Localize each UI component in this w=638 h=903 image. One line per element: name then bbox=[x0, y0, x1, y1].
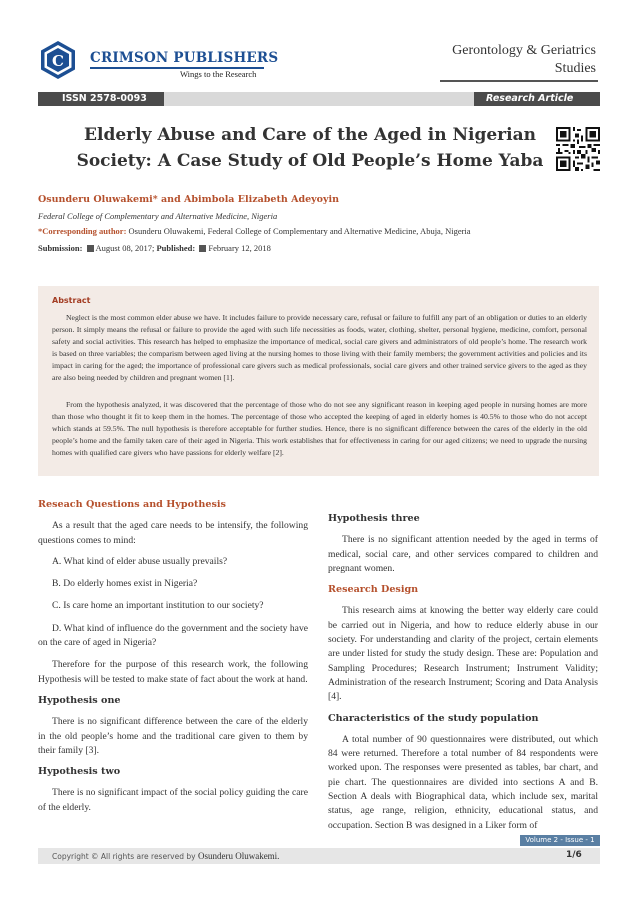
journal-name bbox=[452, 42, 596, 78]
corresponding-author-text: Osunderu Oluwakemi, Federal College of Complementary and Alternative Medicine, Abuja, Nigeria bbox=[126, 226, 471, 236]
heading-study-population: Characteristics of the study population bbox=[328, 712, 539, 724]
journal-name-line2: Studies bbox=[554, 61, 596, 76]
abstract-paragraph-2: From the hypothesis analyzed, it was discovered that the percentage of those who do not see any significant reason in keeping aged people in nursing homes are more than those who thought it fit to keep them in the homes. The percentage of those who accepted the keeping of aged in elderly homes is 40.5% to those who do not accept which stands at 59.5%. The null hypothesis is therefore acceptable for further studies. Hence, there is no significant difference between the cares of the elderly in the old people’s home and the family taken care of their aged in Nigeria. This work establishes that for effectiveness in caring for our aged citizens; we need to upgrade the nursing homes with qualified care givers who have passions for elderly welfare [2]. bbox=[52, 400, 587, 458]
author-list: Osunderu Oluwakemi* and Abimbola Elizabeth Adeyoyin bbox=[38, 194, 340, 205]
left-column bbox=[38, 498, 308, 822]
article-title-line1: Elderly Abuse and Care of the Aged in Nigerian bbox=[84, 125, 536, 145]
paragraph-research-design: This research aims at knowing the better way elderly care could be carried out in Nigeria, and how to reduce elderly abuse in our society. For understanding and clarity of the project, certain elements are under listed for study the study design. These are: Population and Sampling Procedures; Research Instrument; Instrument Validity; Administration of the research Instrument; Scoring and Data Analysis [4]. bbox=[328, 605, 598, 703]
paragraph-hypothesis-two: There is no significant impact of the social policy guiding the care of the elderly. bbox=[38, 787, 308, 813]
svg-text:C: C bbox=[52, 52, 64, 70]
abstract-heading: Abstract bbox=[52, 296, 91, 305]
author-affiliation: Federal College of Complementary and Alternative Medicine, Nigeria bbox=[38, 211, 278, 221]
issn-label: ISSN 2578-0093 bbox=[62, 93, 147, 104]
article-type-label: Research Article bbox=[486, 93, 574, 104]
paragraph-hypothesis-three: There is no significant attention needed by the aged in terms of medical, social care, and other services compared to children and pregnant women. bbox=[328, 534, 598, 574]
header-bar-middle bbox=[164, 92, 474, 106]
published-label: Published: bbox=[156, 243, 196, 253]
heading-hypothesis-one: Hypothesis one bbox=[38, 694, 121, 706]
paragraph-intro: As a result that the aged care needs to be intensify, the following questions comes to mind: bbox=[38, 520, 308, 546]
copyright-notice bbox=[52, 851, 279, 861]
calendar-icon bbox=[199, 245, 206, 252]
right-column bbox=[328, 512, 598, 840]
volume-issue-badge: Volume 2 - Issue - 1 bbox=[520, 835, 600, 846]
abstract-paragraph-1: Neglect is the most common elder abuse we have. It includes failure to provide necessary care, refusal or failure to fulfill any part of an obligation or duties to an elderly person. It simply means the refusal or failure to provide the aged with such life necessities as foods, water, clothing, shelter, personal hygiene, medicine, comfort, personal safety and social activities. This research has helped to emphasize the importance of medical, social care givers and administrators of old people’s home. The research work is based on three variables; the comparism between aged living at the nursing homes to those living with their family members; the government activities and policies and its impact in caring for the aged; the importance of professional care givers such as medical professionals, social care givers and other trained service givers to the aged as they are also being needed by children and pregnant women [1]. bbox=[52, 313, 587, 383]
heading-hypothesis-two: Hypothesis two bbox=[38, 766, 121, 778]
page-number: 1/6 bbox=[566, 850, 582, 860]
published-date: February 12, 2018 bbox=[208, 243, 271, 253]
question-b: B. Do elderly homes exist in Nigeria? bbox=[52, 578, 198, 590]
submission-label: Submission: bbox=[38, 243, 83, 253]
corresponding-author-label: *Corresponding author: bbox=[38, 226, 127, 236]
publisher-name: CRIMSON PUBLISHERS bbox=[90, 50, 279, 66]
heading-hypothesis-three: Hypothesis three bbox=[328, 513, 420, 524]
crimson-logo-icon bbox=[38, 40, 78, 80]
question-a: A. What kind of elder abuse usually prevails? bbox=[52, 555, 228, 567]
journal-divider bbox=[440, 80, 598, 82]
corresponding-author bbox=[38, 226, 598, 236]
article-title bbox=[60, 122, 560, 174]
publisher-tagline: Wings to the Research bbox=[180, 69, 257, 79]
calendar-icon bbox=[87, 245, 94, 252]
journal-name-line1: Gerontology & Geriatrics bbox=[452, 43, 596, 58]
section-heading-research-design: Research Design bbox=[328, 584, 419, 596]
qr-code-icon[interactable] bbox=[556, 127, 600, 171]
paragraph-study-population: A total number of 90 questionnaires were distributed, out which 84 were returned. Therefore a total number of 84 respondents were worked upon. The responses were presented as tables, bar chart, and pie chart. The questionnaires are divided into sections A and B. Section A deals with Biographical data, which include sex, marital status, age range, religion, ethnicity, educational status, and occupation. Section B was designed in a Liker form of bbox=[328, 733, 598, 831]
article-dates bbox=[38, 243, 271, 253]
section-heading-research-questions: Reseach Questions and Hypothesis bbox=[38, 499, 226, 510]
copyright-author: Osunderu Oluwakemi. bbox=[197, 851, 280, 861]
question-d: D. What kind of influence do the government and the society have on the care of aged in Nigeria? bbox=[38, 622, 308, 649]
copyright-text: Copyright © All rights are reserved by bbox=[52, 852, 198, 861]
article-title-line2: Society: A Case Study of Old People’s Home Yaba bbox=[76, 151, 544, 171]
paragraph-hypothesis-intro: Therefore for the purpose of this research work, the following Hypothesis will be tested to make state of fact about the work at hand. bbox=[38, 659, 308, 685]
paragraph-hypothesis-one: There is no significant difference between the care of the elderly in the old people’s home and the traditional care given to them by their family [3]. bbox=[38, 716, 308, 756]
submission-date: August 08, 2017; bbox=[95, 243, 155, 253]
question-c: C. Is care home an important institution to our society? bbox=[52, 600, 264, 612]
